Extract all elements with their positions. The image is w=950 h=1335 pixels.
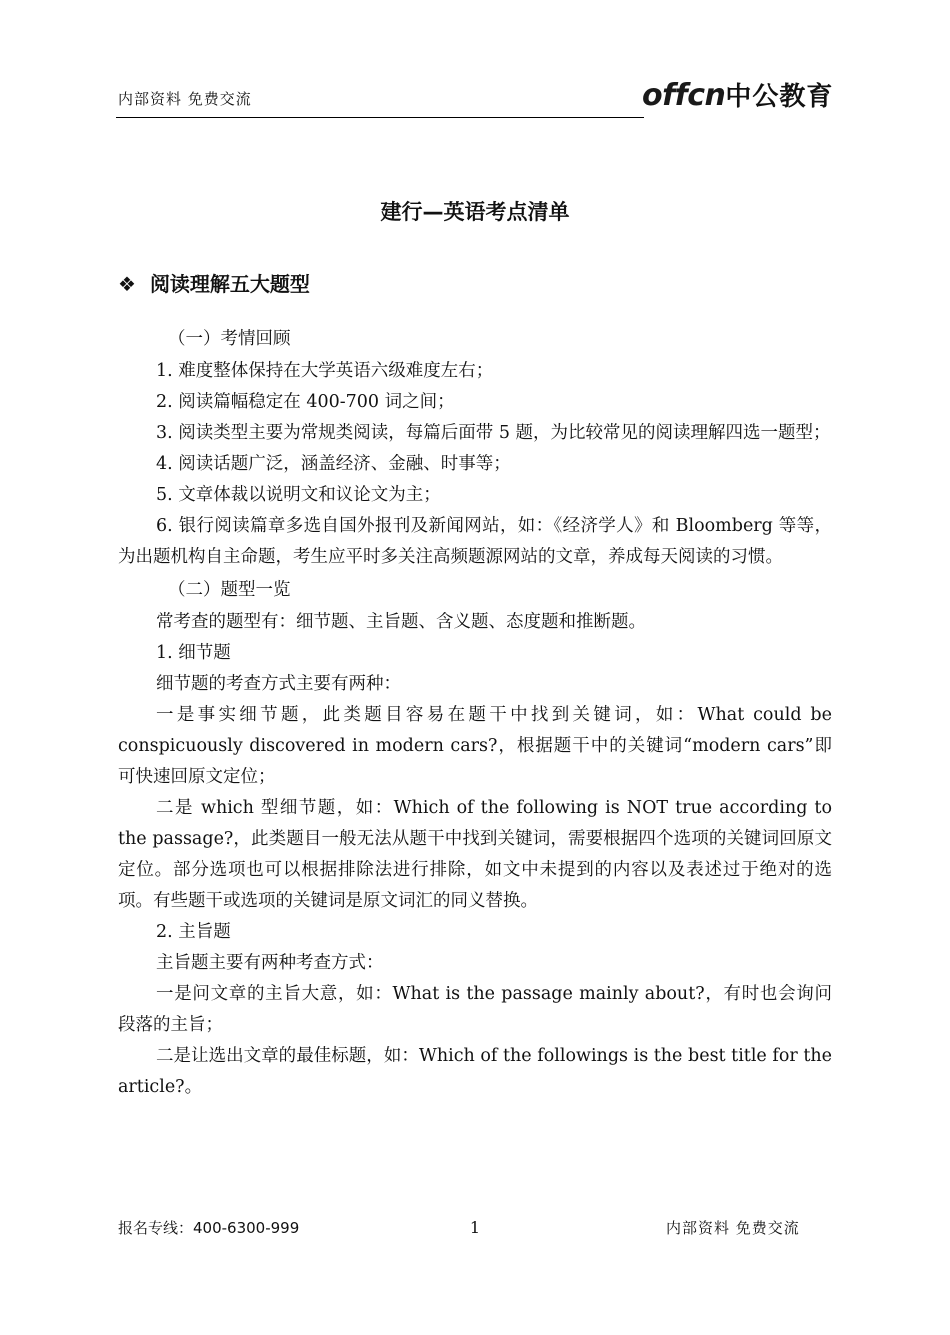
- logo-english: offcn: [642, 78, 726, 113]
- paragraph: 常考查的题型有：细节题、主旨题、含义题、态度题和推断题。: [156, 612, 646, 632]
- paragraph: 4. 阅读话题广泛，涵盖经济、金融、时事等；: [156, 454, 511, 474]
- paragraph: 5. 文章体裁以说明文和议论文为主；: [156, 485, 441, 505]
- paragraph: 1. 难度整体保持在大学英语六级难度左右；: [156, 361, 494, 381]
- item-heading-detail: 1. 细节题: [156, 643, 231, 663]
- section-heading-text: 阅读理解五大题型: [149, 272, 310, 296]
- diamond-bullet-icon: ❖: [118, 272, 136, 296]
- footer-hotline: 报名专线：400-6300-999: [118, 1219, 300, 1237]
- paragraph: 3. 阅读类型主要为常规类阅读，每篇后面带 5 题，为比较常见的阅读理解四选一题型；: [156, 423, 831, 443]
- subheading-overview: （二）题型一览: [168, 580, 291, 600]
- document-title: 建行—英语考点清单: [380, 200, 570, 224]
- offcn-logo: [642, 76, 833, 113]
- paragraph: 一是事实细节题，此类题目容易在题干中找到关键词，如：What could be conspicuously discovered in modern cars?，根据题干中的关键词“modern cars”即可快速回原文定位；: [118, 705, 832, 787]
- paragraph: 细节题的考查方式主要有两种：: [156, 674, 401, 694]
- paragraph: 主旨题主要有两种考查方式：: [156, 953, 384, 973]
- paragraph: 一是问文章的主旨大意，如：What is the passage mainly about?，有时也会询问段落的主旨；: [118, 984, 832, 1035]
- section-heading: [118, 268, 310, 297]
- header-divider: [116, 117, 644, 118]
- paragraph: 6. 银行阅读篇章多选自国外报刊及新闻网站，如：《经济学人》和 Bloomberg 等等，为出题机构自主命题，考生应平时多关注高频题源网站的文章，养成每天阅读的习惯。: [118, 516, 832, 567]
- page-number: 1: [469, 1218, 481, 1237]
- header-left-text: 内部资料 免费交流: [118, 90, 252, 108]
- paragraph: 2. 阅读篇幅稳定在 400-700 词之间；: [156, 392, 455, 412]
- subheading-review: （一）考情回顾: [168, 329, 291, 349]
- logo-chinese: 中公教育: [725, 82, 834, 112]
- paragraph: 二是 which 型细节题，如：Which of the following is NOT true according to the passage?，此类题目一般无法从题干中找到关键词，需要根据四个选项的关键词回原文定位。部分选项也可以根据排除法进行排除，如文中未提到的内容以及表述过于绝对的选项。有些题干或选项的关键词是原文词汇的同义替换。: [118, 798, 832, 911]
- item-heading-main-idea: 2. 主旨题: [156, 922, 231, 942]
- document-body: [118, 322, 832, 1103]
- paragraph: 二是让选出文章的最佳标题，如：Which of the followings is the best title for the article?。: [118, 1046, 832, 1097]
- footer-right-text: 内部资料 免费交流: [666, 1219, 800, 1237]
